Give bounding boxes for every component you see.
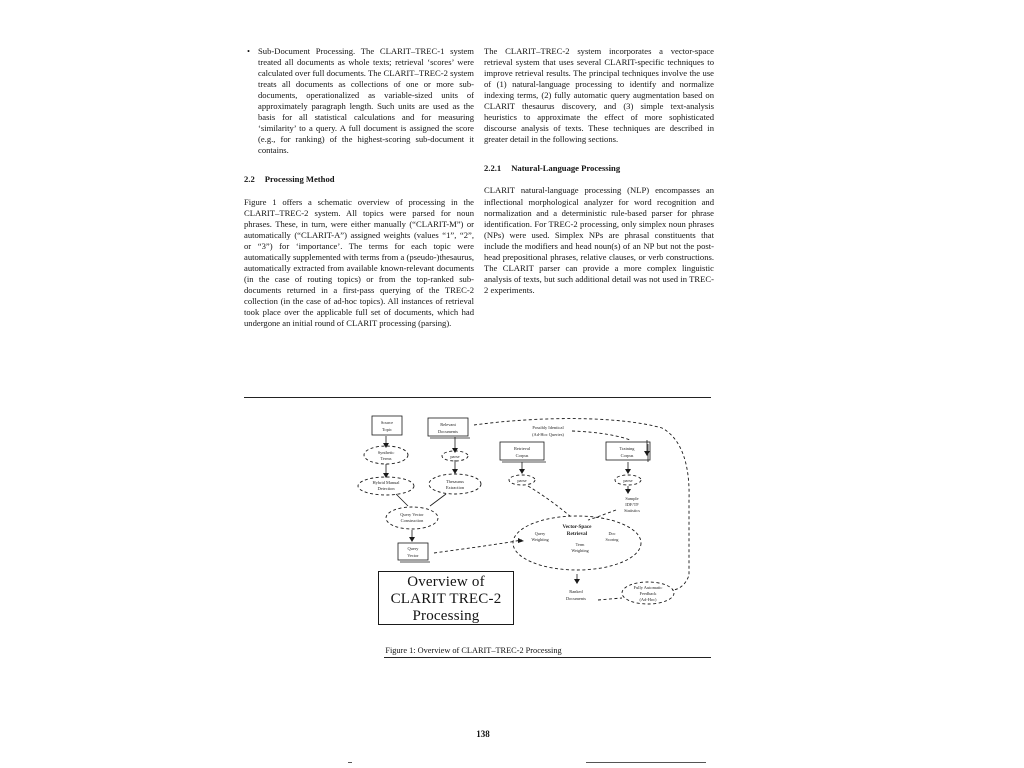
intro-paragraph: The CLARIT–TREC-2 system incorporates a vector-space retrieval system that uses several CLARIT-specific techniques to improve retrieval results. The principal techniques involve the use of (1) natural-language processing to identify and normalize indexing terms, (2) fully automatic query augmentation based on CLARIT thesaurus discovery, and (3) simple text-analysis heuristics to approximate the effect of more sophisticated discourse analysis of texts. These techniques are described in greater detail in the following sections.: [484, 46, 714, 145]
sample-stats-line-2: IDF/TF: [625, 502, 639, 507]
node-hybrid-manual-detection: [358, 477, 414, 495]
figure-title-line-3: Processing: [412, 608, 480, 624]
page-number: 138: [476, 729, 490, 739]
source-topic-line-2: Topic: [382, 427, 392, 432]
feedback-line-3: (Ad-Hoc): [639, 597, 657, 602]
node-query-vector: [398, 543, 430, 562]
node-retrieval-corpus: [500, 442, 546, 462]
node-synthetic-terms: [364, 446, 408, 464]
section-number: 2.2: [244, 174, 255, 185]
bullet-item-subdocument: [247, 46, 474, 156]
possibly-identical-line-2: (Ad-Hoc Queries): [532, 432, 564, 437]
ranked-documents-line-2: Documents: [566, 596, 586, 601]
feedback-line-2: Feedback: [639, 591, 657, 596]
figure-title-line-2: CLARIT TREC-2: [390, 591, 502, 607]
doc-scoring-line-2: Scoring: [605, 537, 619, 542]
parse-training-label: parse: [623, 478, 633, 483]
thesaurus-extraction-line-1: Thesaurus: [445, 479, 465, 484]
node-parse-retrieval: [509, 475, 535, 485]
figure-title-line-1: Overview of: [407, 574, 485, 590]
term-weighting-line-1: Term: [575, 542, 585, 547]
sample-stats-line-3: Statistics: [624, 508, 640, 513]
edge-thesaurus-qvc: [430, 494, 446, 506]
parse-relevant-label: parse: [450, 454, 460, 459]
edge-ranked-feedback: [598, 598, 622, 600]
training-corpus-line-1: Training: [619, 446, 635, 451]
query-weighting-line-2: Weighting: [531, 537, 549, 542]
synthetic-terms-line-2: Terms: [380, 456, 392, 461]
node-possibly-identical: [532, 425, 564, 437]
qvc-line-2: Construction: [400, 518, 424, 523]
subsection-paragraph: CLARIT natural-language processing (NLP) encompasses an inflectional morphological analyzer for word recognition and normalization and a deterministic rule-based parser for phrase identification. For TREC-2 processing, only simplex noun phrases (NPs) were used. Simplex NPs are phrasal constituents that include the modifiers and head noun(s) of an NP but not the post-head prepositional phrases, relative clauses, or verb constructions. The CLARIT parser can provide a more complex linguistic analysis of texts, but such additional detail was not used in TREC-2 experiments.: [484, 185, 714, 295]
node-query-vector-construction: [386, 507, 438, 529]
node-vector-space-retrieval: [513, 516, 641, 570]
edge-feedback-loop: [474, 419, 689, 590]
bullet-text: The CLARIT–TREC-1 system treated all documents as whole texts; retrieval ‘scores’ were calculated over full documents. The CLARIT–TREC-2 system treats all documents as collections of one or more sub-documents, operationalized as variable-sized units of approximately paragraph length. Such units are used as the basis for all statistical calculations and for measuring ‘similarity’ to a query. A full document is assigned the score (e.g., for ranking) of the highest-scoring sub-document it contains.: [258, 46, 474, 156]
query-weighting-line-1: Query: [534, 531, 546, 536]
section-title: Processing Method: [264, 174, 335, 185]
vsr-line-2: Retrieval: [566, 531, 588, 537]
section-paragraph: Figure 1 offers a schematic overview of processing in the CLARIT–TREC-2 system. All topics were parsed for noun phrases. These, in turn, were either manually (“CLARIT-M”) or automatically (“CLARIT-A”) assigned weights (values “1”, “2”, or “3”) for ‘importance’. The terms for each topic were automatically supplemented with terms from a (pseudo-)thesaurus, automatically extracted from available known-relevant documents (in the case of routing topics) or from the top-ranked sub-documents returned in a first-pass querying of the TREC-2 collection (in the case of ad-hoc topics). All instances of retrieval took place over the applicable full set of documents, which had undergone an initial round of CLARIT processing (parsing).: [244, 196, 474, 329]
figure-top-rule: [244, 397, 711, 398]
training-corpus-line-2: Corpus: [620, 453, 634, 458]
feedback-line-1: Fully Automatic: [633, 585, 663, 590]
bullet-symbol: •: [247, 46, 251, 56]
relevant-documents-line-1: Relevant: [440, 422, 456, 427]
thesaurus-extraction-line-2: Extraction: [445, 485, 465, 490]
edge-hybrid-qvc: [396, 494, 408, 506]
right-column: [484, 46, 714, 296]
hybrid-manual-line-2: Detection: [377, 486, 395, 491]
retrieval-corpus-line-2: Corpus: [515, 453, 529, 458]
scan-artifact-line: [586, 762, 706, 763]
figure-title-box: [378, 571, 514, 625]
edge-possibly-identical: [572, 431, 630, 440]
retrieval-corpus-line-1: Retrieval: [513, 446, 531, 451]
subsection-title: Natural-Language Processing: [511, 163, 621, 174]
vsr-line-1: Vector-Space: [562, 524, 592, 530]
node-fully-automatic-feedback: [622, 582, 674, 604]
source-topic-line-1: Source: [380, 420, 394, 425]
scan-artifact-dot: [348, 762, 352, 763]
node-source-topic: [372, 416, 402, 435]
query-vector-line-2: Vector: [407, 553, 419, 558]
sample-stats-line-1: Sample: [625, 496, 639, 501]
doc-scoring-line-1: Doc: [608, 531, 616, 536]
edge-parse-vsr: [528, 486, 570, 516]
left-column: [244, 46, 474, 329]
hybrid-manual-line-1: Hybrid Manual: [372, 480, 400, 485]
node-sample-statistics: [624, 496, 640, 513]
node-training-corpus: [606, 442, 650, 462]
node-thesaurus-extraction: [429, 474, 481, 494]
node-parse-training: [615, 475, 641, 485]
section-heading: [244, 174, 474, 185]
edge-qvector-vsr: [434, 540, 522, 553]
possibly-identical-line-1: Possibly Identical: [532, 425, 564, 430]
subsection-heading: [484, 163, 714, 174]
query-vector-line-1: Query: [407, 546, 419, 551]
subsection-number: 2.2.1: [484, 163, 502, 174]
figure-caption: Figure 1: Overview of CLARIT–TREC-2 Processing: [385, 646, 562, 655]
relevant-documents-line-2: Documents: [438, 429, 458, 434]
node-relevant-documents: [428, 418, 470, 438]
synthetic-terms-line-1: Synthetic: [377, 450, 395, 455]
bullet-paragraph: [258, 46, 474, 156]
bullet-term: Sub-Document Processing.: [258, 46, 356, 56]
figure-bottom-rule: [384, 657, 711, 658]
term-weighting-line-2: Weighting: [571, 548, 589, 553]
parse-retrieval-label: parse: [517, 478, 527, 483]
qvc-line-1: Query Vector: [400, 512, 424, 517]
node-ranked-documents: [566, 589, 586, 601]
ranked-documents-line-1: Ranked: [569, 589, 583, 594]
